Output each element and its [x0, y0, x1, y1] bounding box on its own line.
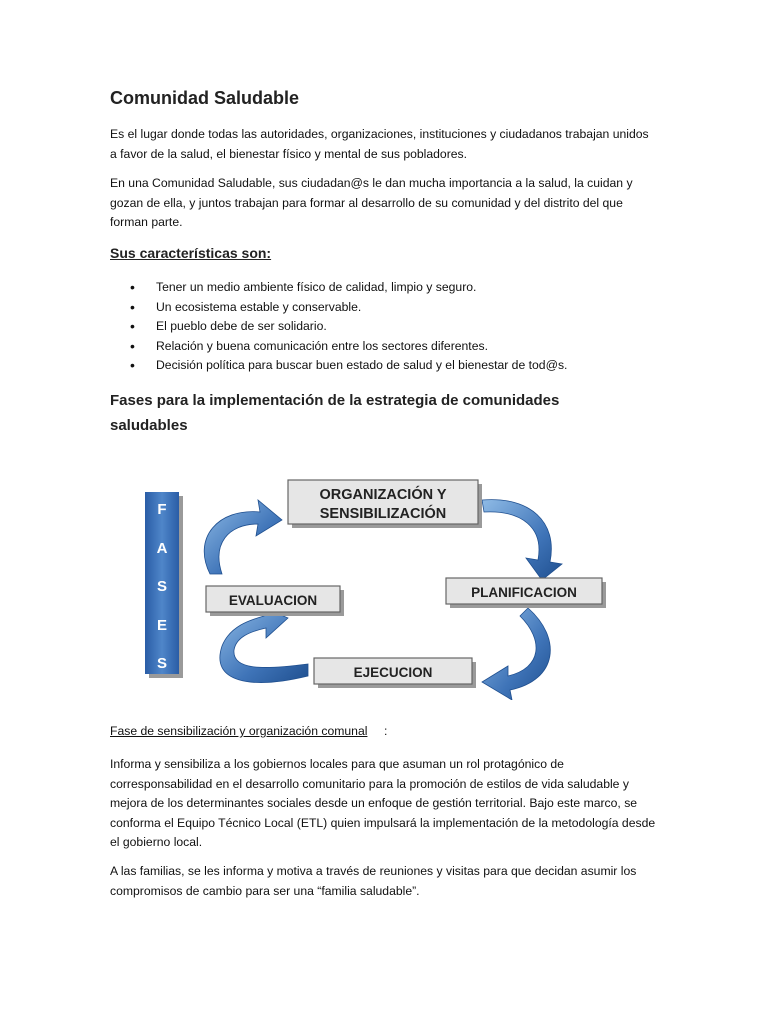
arrow-organizacion-to-planificacion — [482, 500, 562, 580]
stage-organizacion-line1: ORGANIZACIÓN Y — [319, 487, 447, 503]
list-item: • Un ecosistema estable y conservable. — [110, 298, 670, 318]
stage-planificacion-label: PLANIFICACION — [471, 585, 577, 600]
fase-sensibilizacion-paragraph-2: A las familias, se les informa y motiva a través de reuniones y visitas para que decidan asumir los compromisos de cambio para ser una “familia saludable”. — [110, 864, 637, 898]
fases-letter-a: A — [156, 540, 168, 557]
page-title: Comunidad Saludable — [110, 88, 300, 108]
fases-letter-f: F — [157, 501, 167, 518]
intro-paragraph-1: Es el lugar donde todas las autoridades, organizaciones, instituciones y ciudadanos trabajan unidos a favor de la salud, el bienestar físico y mental de sus pobladores. — [110, 127, 649, 161]
fases-letter-s: S — [156, 578, 168, 595]
stage-ejecucion-label: EJECUCION — [353, 665, 433, 680]
fases-letter-e: E — [156, 617, 168, 634]
arrow-evaluacion-to-organizacion — [204, 500, 282, 574]
phases-cycle-diagram — [130, 470, 610, 700]
arrow-planificacion-to-ejecucion — [482, 608, 550, 700]
fases-letter-s2: S — [156, 655, 168, 672]
list-item: • Decisión política para buscar buen estado de salud y el bienestar de tod@s. — [110, 356, 670, 376]
stage-organizacion-line2: SENSIBILIZACIÓN — [319, 506, 447, 522]
phases-heading: Fases para la implementación de la estrategia de comunidades saludables — [110, 392, 560, 434]
list-item: • El pueblo debe de ser solidario. — [110, 317, 670, 337]
stage-evaluacion-label: EVALUACION — [228, 593, 318, 608]
list-item: • Relación y buena comunicación entre los sectores diferentes. — [110, 337, 670, 357]
intro-paragraph-2: En una Comunidad Saludable, sus ciudadan@s le dan mucha importancia a la salud, la cuidan y gozan de ella, y juntos trabajan para formar al desarrollo de su comunidad y del distrito del que forman parte. — [110, 176, 633, 229]
characteristics-list — [110, 278, 670, 376]
fase-sensibilizacion-heading: Fase de sensibilización y organización comunal — [110, 724, 368, 738]
arrow-ejecucion-to-evaluacion — [220, 606, 308, 683]
fase-sensibilizacion-paragraph-1: Informa y sensibiliza a los gobiernos locales para que asuman un rol protagónico de corresponsabilidad en el desarrollo comunitario para la promoción de estilos de vida saludable y mejora de los determinantes sociales desde un enfoque de gestión territorial. Bajo este marco, se conforma el Equipo Técnico Local (ETL) quien impulsará la implementación de la metodología desde el gobierno local. — [110, 757, 656, 849]
list-item: • Tener un medio ambiente físico de calidad, limpio y seguro. — [110, 278, 670, 298]
fase-sensibilizacion-colon: : — [384, 724, 388, 738]
characteristics-heading: Sus características son: — [110, 245, 272, 261]
